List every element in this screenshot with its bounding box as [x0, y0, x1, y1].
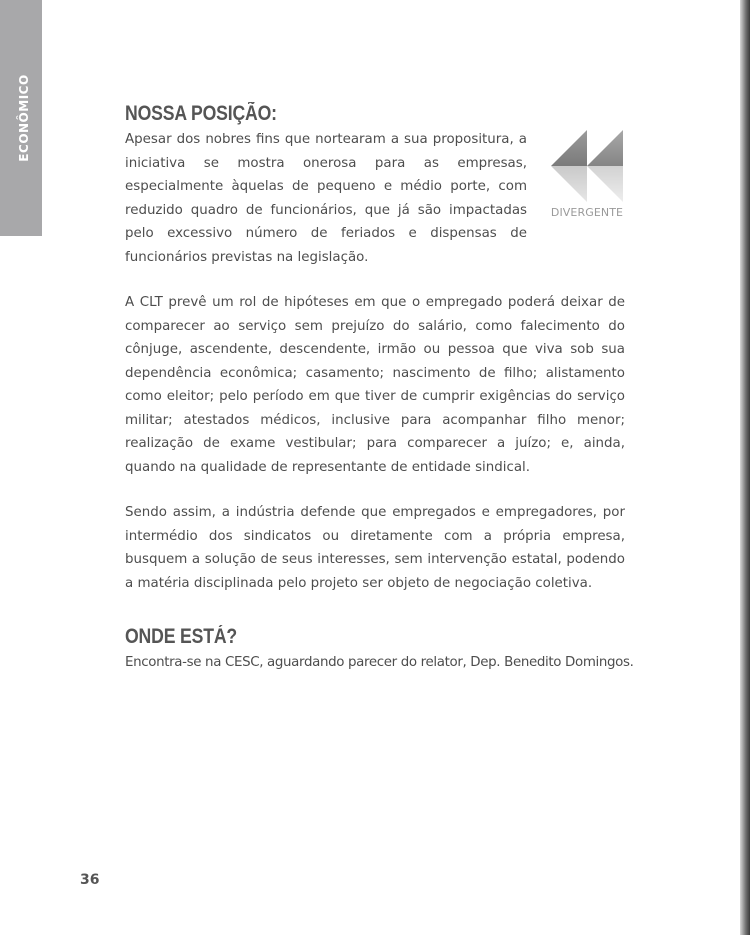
side-tab	[0, 0, 42, 236]
page-edge-shadow	[740, 0, 750, 935]
position-section	[125, 100, 625, 269]
industry-paragraph: Sendo assim, a indústria defende que empregados e empregadores, por intermédio dos sindicatos ou diretamente com a própria empresa, busquem a solução de seus interesses, sem intervenção estatal, podendo a matéria disciplinada pelo projeto ser objeto de negociação coletiva.	[125, 505, 625, 591]
divergente-badge	[548, 128, 626, 219]
badge-label: DIVERGENTE	[550, 206, 624, 219]
position-paragraph: Apesar dos nobres fins que nortearam a sua propositura, a iniciativa se mostra onerosa para as empresas, especialmente àquelas de pequeno e médio porte, com reduzido quadro de funcionários, que já são impactadas pelo excessivo número de feriados e dispensas de funcionários previstas na legislação.	[125, 132, 527, 265]
page-content	[125, 100, 634, 675]
double-left-arrow-icon	[549, 128, 625, 204]
section-title-position: NOSSA POSIÇÃO:	[125, 102, 277, 125]
section-title-location: ONDE ESTÁ?	[125, 625, 238, 648]
location-text: Encontra-se na CESC, aguardando parecer do relator, Dep. Benedito Domingos.	[125, 655, 634, 670]
page-number: 36	[80, 872, 100, 888]
clt-paragraph: A CLT prevê um rol de hipóteses em que o empregado poderá deixar de comparecer ao serviço sem prejuízo do salário, como falecimento do cônjuge, ascendente, descendente, irmão ou pessoa que viva sob sua dependência econômica; casamento; nascimento de filho; alistamento como eleitor; pelo período em que tiver de cumprir exigências do serviço militar; atestados médicos, inclusive para acompanhar filho menor; realização de exame vestibular; para comparecer a juízo; e, ainda, quando na qualidade de representante de entidade sindical.	[125, 295, 625, 475]
side-tab-label: ECONÔMICO	[17, 74, 31, 162]
